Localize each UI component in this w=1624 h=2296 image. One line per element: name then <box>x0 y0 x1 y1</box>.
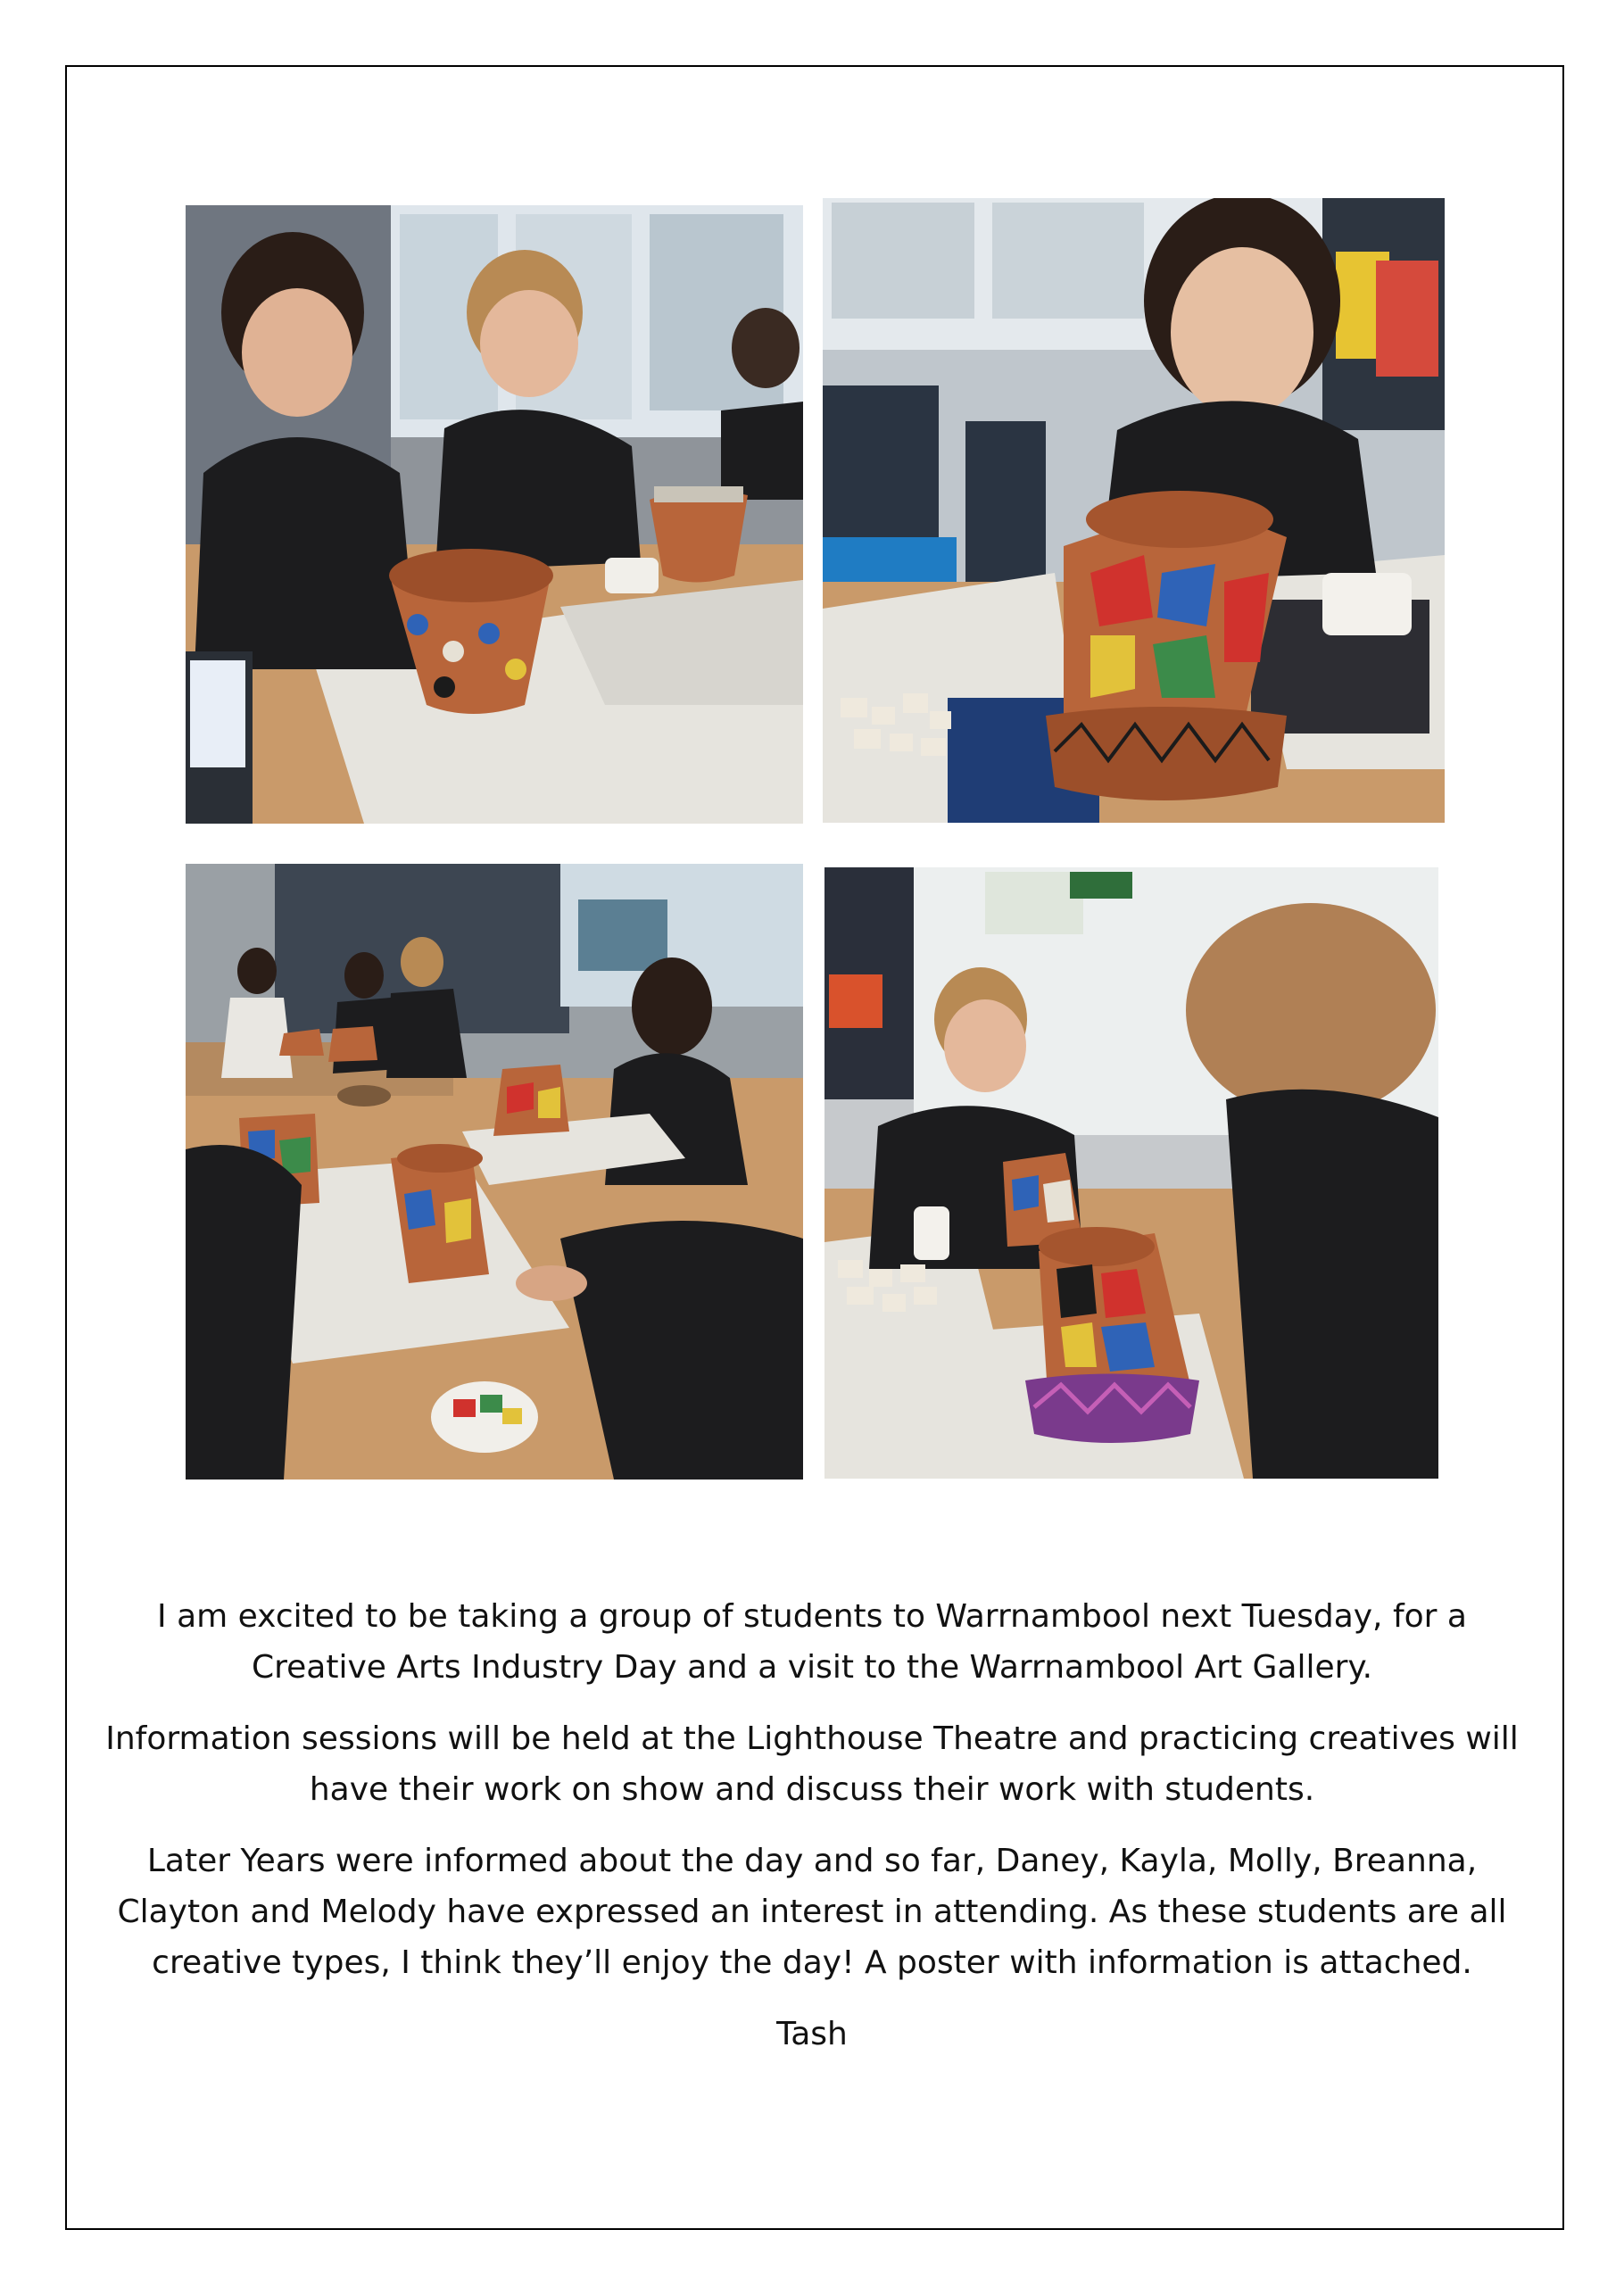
photo-3-illustration <box>186 864 803 1480</box>
photo-2-illustration <box>823 198 1445 823</box>
paragraph-information-sessions: Information sessions will be held at the Lighthouse Theatre and practicing creatives will have their work on show and discuss their work with students. <box>105 1720 1519 1808</box>
paragraph-interested-students: Later Years were informed about the day and so far, Daney, Kayla, Molly, Breanna, Clayton and Melody have expressed an interest in attending. As these students are all creative types, I think they’ll enjoy the day! A poster with information is attached. <box>117 1843 1507 1981</box>
paragraph-trip-announcement: I am excited to be taking a group of students to Warrnambool next Tuesday, for a Creative Arts Industry Day and a visit to the Warrnambool Art Gallery. <box>157 1598 1467 1686</box>
photo-students-decorating-pot <box>824 867 1438 1479</box>
photo-student-tiling-pot <box>823 198 1445 823</box>
photo-4-illustration <box>824 867 1438 1479</box>
newsletter-text <box>98 1591 1526 2080</box>
photo-classroom-mosaic-session <box>186 864 803 1480</box>
signature: Tash <box>776 2016 848 2052</box>
photo-1-illustration <box>186 205 803 824</box>
photo-students-mosaic-pot-1 <box>186 205 803 824</box>
